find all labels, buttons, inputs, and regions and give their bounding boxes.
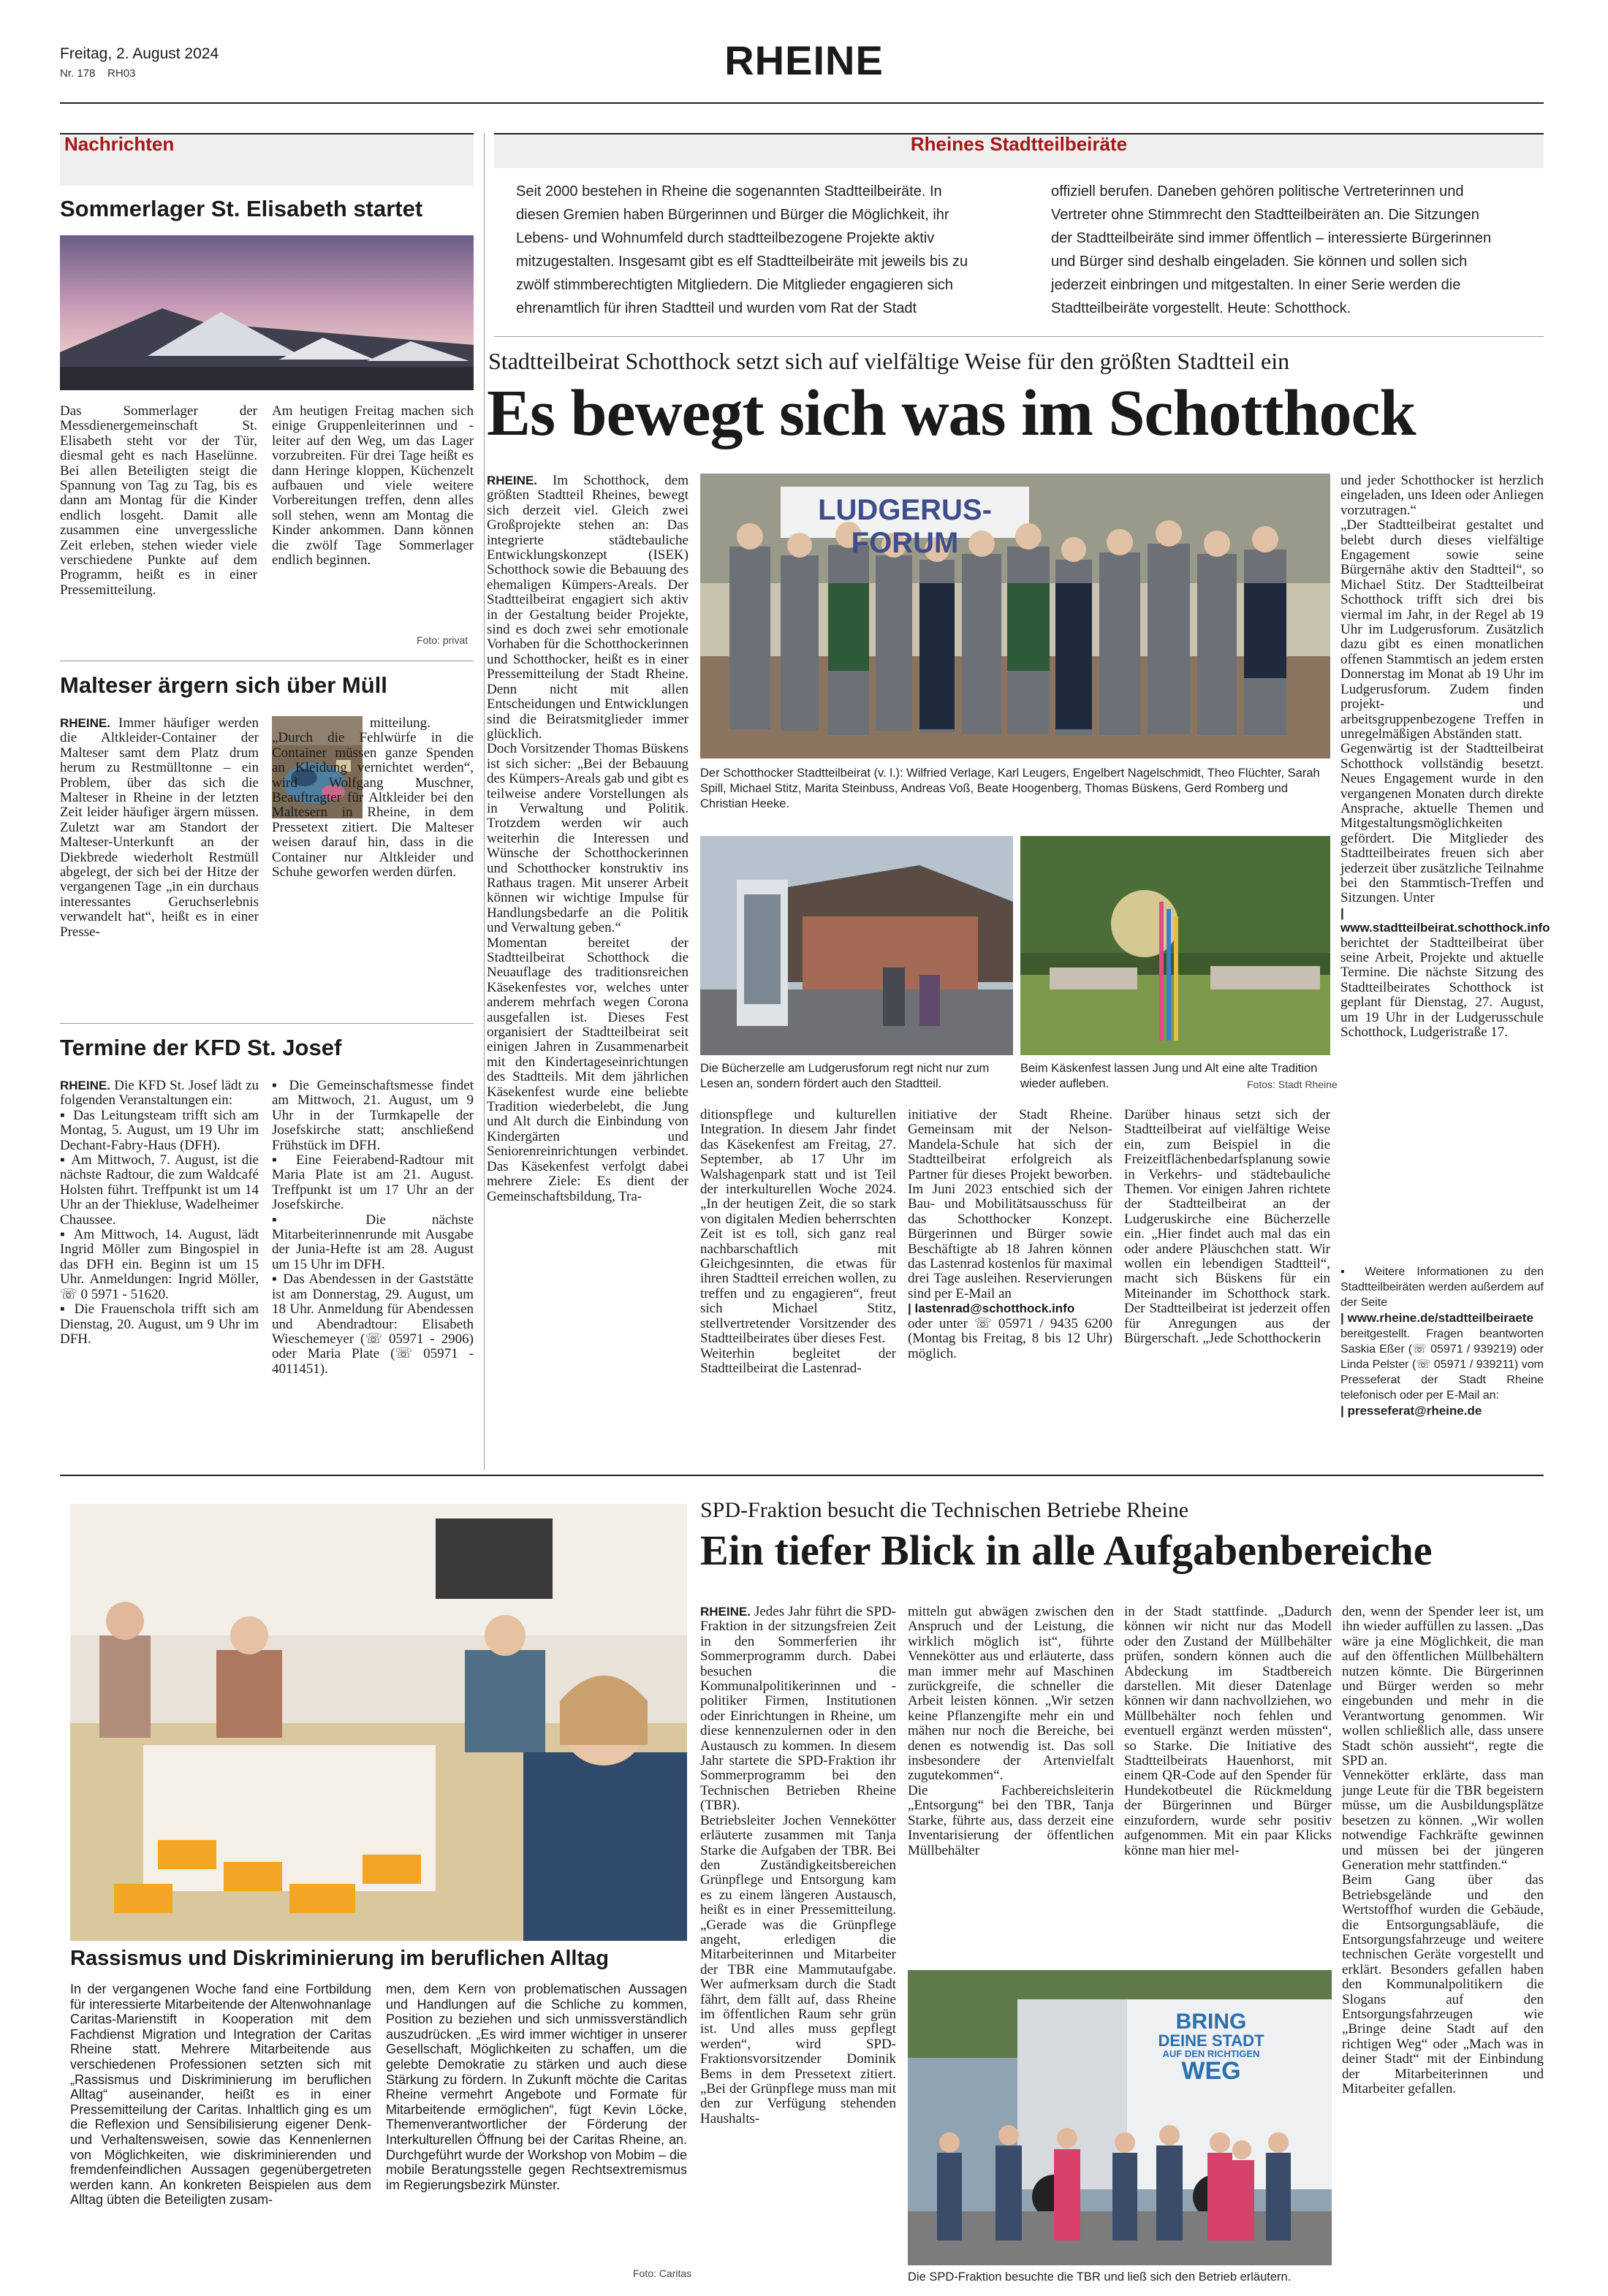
malteser-text1: Immer häufiger werden die Altkleider-Container der Malteser samt dem Platz drum herum zu Restmülltonne – ein Problem, über das sich die Malteser in Rheine in der letzten Zeit leider häufiger ärgern müssen. Zuletzt war am Standort der Malteser-Unterkunft an der Diekbrede wiederholt Restmüll abgelegt, der sich bei der Hitze der vergangenen Tage „in ein durchaus interessantes Geruchserlebnis verwandelt hat“, heißt es in einer Presse- (60, 715, 259, 940)
truck-slogan-1: BRING (1175, 2010, 1247, 2034)
sommerlager-photo (60, 235, 474, 390)
sommerlager-credit: Foto: privat (417, 634, 469, 646)
stadtteil-text5: und jeder Schotthocker ist herzlich eingeladen, uns Ideen oder Anliegen vorzutragen.“ „Der Stadtteilbeirat gestaltet und belebt durch dieses vielfältige Engagement sowie seine Bürgernähe aktiv den Stadtteil“, so Michael Stitz. Der Stadtteilbeirat Schotthock trifft sich drei bis viermal im Jahr, in der Regel ab 19 Uhr im Ludgerusforum. Zusätzlich dazu gibt es einen monatlichen offenen Stammtisch an jedem ersten Donnerstag im Monat ab 19 Uhr im Ludgerusforum. Zudem finden projekt- und arbeitsgruppenbezogene Treffen in unregelmäßigen Abständen statt. Gegenwärtig ist der Stadtteilbeirat Schotthock vollständig besetzt. Neues Engagement wurde in den vergangenen Monaten durch direkte Ansprache, aktuelle Themen und Mitgestaltungsmöglichkeiten gefördert. Die Mitglieder des Stadtteilbeirates freuen sich aber jederzeit über zusätzliche Teilnahme bei den Stammtisch-Treffen und Sitzungen. Unter (1340, 473, 1544, 906)
truck-slogan-3: AUF DEN RICHTIGEN (1162, 2048, 1260, 2059)
stadtteil-credit: Fotos: Stadt Rheine (1247, 1079, 1338, 1090)
masthead-issue: Nr. 178 RH03 (60, 67, 136, 80)
spd-col3: in der Stadt stattfinde. „Dadurch können wir nicht nur das Modell oder den Zustand der Müllbehälter prüfen, sondern können auch die Abdeckung im Stadtbereich darstellen. Mit dieser Datenlage können wir dann nachvollziehen, wo Müllbehälter noch fehlen und eventuell ergänzt werden müssten“, so Starke. Die Initiative des Stadtteilbeirats Hauenhorst, mit einem QR-Code auf den Spender für Hundekotbeutel die Rückmeldung der Bürgerinnen und Bürger einzufordern, wurde sehr positiv aufgenommen. Mit ein paar Klicks könne man hier mel- (1124, 1604, 1332, 1858)
spd-caption: Die SPD-Fraktion besuchte die TBR und ließ sich den Betrieb erläutern. (908, 2270, 1292, 2284)
rassismus-title: Rassismus und Diskriminierung im beruflichen Alltag (70, 1947, 609, 1970)
stadtteil-headline: Es bewegt sich was im Schotthock (487, 377, 1416, 449)
stadtteil-col2: ditionspflege und kulturellen Integration. In diesem Jahr findet das Käsekenfest am Freitag, 27. September, ab 17 Uhr im Walshagenpark statt und ist Teil der interkulturellen Woche 2024. „In der heutigen Zeit, die so stark von digitalen Medien beherrschten Zeit ist es toll, sich ganz real nachbarschaftlich mit Gleichgesinnten, die etwas für ihren Stadtteil erreichen wollen, zu treffen und zu engagieren“, freut sich Michael Stitz, stellvertretender Vorsitzender des Stadtteilbeirates über dieses Fest. Weiterhin begleitet der Stadtteilbeirat die Lastenrad- (700, 1107, 896, 1376)
spd-col4: den, wenn der Spender leer ist, um ihn wieder auffüllen zu lassen. „Das wäre ja eine Möglichkeit, die man auf den öffentlichen Müllbehältern nutzen könnte. Die Bürgerinnen und Bürger werden so mehr eingebunden und mehr in die Verantwortung genommen. Wir wollen schließlich alle, dass unsere Stadt schön aussieht“, regte die SPD an. Vennekötter erklärte, dass man junge Leute für die TBR begeistern müsse, um die Ausbildungsplätze besetzen zu können. „Wir wollen notwendige Fachkräfte gewinnen und müssen bei der jüngeren Generation mehr stattfinden.“ Beim Gang über das Betriebsgelände und den Wertstoffhof wurden die Gebäude, die Entsorgungsabläufe, die Entsorgungsfahrzeuge und weitere technischen Geräte vorgestellt und erklärt. Besonders gefallen haben den Kommunalpolitikern die Slogans auf den Entsorgungsfahrzeugen wie „Bringe deine Stadt auf den richtigen Weg“ oder „Mach was in deiner Stadt“ mit der Einbindung der Mitarbeiterinnen und Mitarbeiter gefallen. (1342, 1604, 1544, 2097)
malteser-title: Malteser ärgern sich über Müll (60, 672, 387, 698)
kfd-title: Termine der KFD St. Josef (60, 1035, 342, 1060)
truck-slogan-2: DEINE STADT (1158, 2031, 1264, 2050)
caption-buecherzelle: Die Bücherzelle am Ludgerusforum regt nicht nur zum Lesen an, sondern fördert auch den Stadtteil. (700, 1062, 990, 1090)
sommerlager-title: Sommerlager St. Elisabeth startet (60, 196, 423, 221)
mid-rule (60, 1475, 1544, 1476)
rassismus-col2: men, dem Kern von problematischen Aussagen und Handlungen auf die Schliche zu kommen, Position zu beziehen und sich unmissverständlich auszudrücken. „Es wird immer wichtiger in unserer Gesellschaft, Möglichkeiten zu schaffen, um die gelebte Demokratie zu stärken und auch diese Stärkung zu fördern. In Zukunft möchte die Caritas Rheine vermehrt Angebote und Formate für Mitarbeitende ermöglichen“, fügt Kevin Löcke, Themenverantwortlicher der Förderung der Interkulturellen Öffnung bei der Caritas Rheine, an. Durchgeführt wurde der Workshop von Mobim – die mobile Beratungsstelle gegen Rechtsextremismus im Regierungsbezirk Münster. (386, 1982, 687, 2192)
stadtteil-intro-left: Seit 2000 bestehen in Rheine die sogenannten Stadtteilbeiräte. In diesen Gremien haben Bürgerinnen und Bürger die Möglichkeit, ihr Lebens- und Wohnumfeld durch stadtteilbezogene Projekte aktiv mitzugestalten. Insgesamt gibt es elf Stadtteilbeiräte mit jeweils bis zu zwölf stimmberechtigten Mitgliedern. Die Mitglieder engagieren sich ehrenamtlich für ihren Stadtteil und wurden vom Rat der Stadt (516, 183, 968, 316)
kaesekenfest-photo (1020, 836, 1330, 1055)
spd-col1 (700, 1605, 896, 2126)
info-text: ▪ Weitere Informationen zu den Stadtteilbeiräten werden außerdem auf der Seite (1340, 1266, 1544, 1309)
stadtteil-info (1340, 1264, 1544, 1419)
stadtteil-rule (494, 336, 1544, 337)
sommerlager-col2: Am heutigen Freitag machen sich einige Gruppenleiterinnen und -leiter auf den Weg, um das Lager vorzubreiten. Für drei Tage heißt es dann Heringe kloppen, Küchenzelt aufbauen und viele weitere Vorbereitungen treffen, denn alles soll stehen, wenn am Montag die Kinder ankommen. Dann können die zwölf Tage Sommerlager endlich beginnen. (272, 403, 474, 569)
caption-main: Der Schotthocker Stadtteilbeirat (v. l.): Wilfried Verlage, Karl Leugers, Engelbert Nagelschmidt, Theo Flüchter, Sarah Spill, Michael Stitz, Marita Steinbuss, Andreas Voß, Beate Hoogenberg, Thomas Büskens, Gerd Romberg und Christian Heeke. (700, 767, 1320, 810)
kfd-text1: Die KFD St. Josef lädt zu folgenden Veranstaltungen ein: ▪ Das Leitungsteam trifft sich am Montag, 5. August, um 19 Uhr im Dechant-Fabry-Haus (DFH). ▪ Am Mittwoch, 7. August, ist die nächste Radtour, die zum Waldcafé Holsten führt. Treffpunkt ist um 14 Uhr an der Thiekluse, Wadelheimer Chaussee. ▪ Am Mittwoch, 14. August, lädt Ingrid Möller zum Bingospiel in das DFH ein. Beginn ist um 15 Uhr. Anmeldungen: Ingrid Möller, ☏ 0 5971 - 51620. ▪ Die Frauenschola trifft sich am Dienstag, 20. August, um 9 Uhr im DFH. (60, 1078, 259, 1347)
rassismus-credit: Foto: Caritas (633, 2268, 692, 2279)
kfd-col1 (60, 1079, 259, 1347)
malteser-col2: mitteilung. „Durch die Fehlwürfe in die Container müssen ganze Spenden an Kleidung vernichtet werden“, wird Wolfgang Muschner, Beauftragter für Altkleider bei den Maltesern in Rheine, in dem Pressetext zitiert. Die Malteser weisen darauf hin, dass in die Container nur Altkleider und Schuhe geworfen werden dürfen. (272, 715, 474, 881)
spd-headline: Ein tiefer Blick in alle Aufgabenbereiche (700, 1527, 1433, 1574)
lastenrad-email[interactable]: | lastenrad@schotthock.info (908, 1301, 1075, 1316)
malteser-col1 (60, 716, 259, 940)
stadtteil-text1: Im Schotthock, dem größten Stadtteil Rheines, bewegt sich derzeit viel. Gleich zwei Großprojekte stehen an: Das integrierte städtebauliche Entwicklungskonzept (ISEK) Schotthock sowie die Bebauung des ehemaligen Kümpers-Areals. Der Stadtteilbeirat engagiert sich aktiv in der Gestaltung beider Projekte, sind es doch zwei sehr emotionale Vorhaben für die Schotthockerinnen und Schotthocker, heißt es in einer Pressemitteilung der Stadt Rheine. Denn nicht mit allen Entscheidungen und Entwicklungen sind die Beiratsmitglieder immer glücklich. Doch Vorsitzender Thomas Büskens ist sich sicher: „Bei der Bebauung des Kümpers-Areals gab und gibt es teilweise andere Vorstellungen als in Verwaltung und Politik. Trotzdem werden wir auch weiterhin die Interessen und Wünsche der Schotthockerinnen und Schotthocker konstruktiv ins Rathaus tragen. Mit unserer Arbeit können wir wichtige Impulse für Handlungsbedarfe an die Politik und Verwaltung geben.“ Momentan bereitet der Stadtteilbeirat Schotthock die Neuauflage des traditionsreichen Käsekenfestes vor, welches unter anderem mehrfach wegen Corona ausgefallen ist. Dieses Fest organisiert der Stadtteilbeirat seit einigen Jahren in Zusammenarbeit mit den Kindertageseinrichtungen des Stadtteils. Mit dem jährlichen Käsekenfest wurde eine beliebte Tradition wiederbelebt, die Jung und Alt durch die Einbindung von Kindergärten und Seniorenreinrichtungen verbindet. Das Käsekenfest verfolgt dabei mehrere Ziele: Es dient der Gemeinschaftsbildung, Tra- (487, 473, 689, 1204)
stadtteil-section-label: Rheines Stadtteilbeiräte (910, 133, 1128, 155)
stadtteil-col1 (487, 474, 689, 1204)
nachrichten-label: Nachrichten (64, 133, 175, 155)
stadtteil-text5-tail: berichtet der Stadtteilbeirat über seine Arbeit, Projekte und aktuelle Termine. Die nächste Sitzung des Stadtteilbeirates Schotthock ist geplant für Dienstag, 27. August, um 19 Uhr in der Ludgerusschule Schotthock, Ludgeristraße 17. (1340, 935, 1544, 1041)
stadtteil-text3: initiative der Stadt Rheine. Gemeinsam mit der Nelson-Mandela-Schule hat sich der Stadtteilbeirat erfolgreich als Partner für dieses Projekt beworben. Im Juni 2023 entschied sich der Bau- und Mobilitätsausschuss für das Schotthocker Konzept. Bürgerinnen und Bürger sowie Beschäftigte ab 18 Jahren können das Lastenrad kostenlos für maximal drei Tage ausleihen. Reservierungen sind per E-Mail an (908, 1107, 1112, 1301)
section-title: RHEINE (724, 37, 884, 83)
truck-slogan (1134, 2011, 1288, 2083)
buecherzelle-photo (700, 836, 1013, 1055)
info-tail: bereitgestellt. Fragen beantworten Saskia Eßer (☏ 05971 / 939219) oder Linda Pelster (☏ 05971 / 939211) vom Presseferat der Stadt Rheine telefonisch oder per E-Mail an: (1340, 1328, 1544, 1402)
spd-kicker: SPD-Fraktion besucht die Technischen Betriebe Rheine (700, 1498, 1189, 1522)
spd-lead: RHEINE. (700, 1605, 751, 1619)
sommerlager-col1: Das Sommerlager der Messdienergemeinschaft St. Elisabeth steht vor der Tür, diesmal geht es nach Haselünne. Bei allen Beteiligten steigt die Spannung von Tag zu Tag, bis es dann am Montag für die Kinder endlich losgeht. Damit alle zusammen eine unvergessliche Zeit erleben, stehen wieder viele verschiedene Punkte auf dem Programm, heißt es in einer Pressemitteilung. (60, 403, 257, 598)
masthead-date: Freitag, 2. August 2024 (60, 45, 219, 62)
stadtteil-kicker: Stadtteilbeirat Schotthock setzt sich auf vielfältige Weise für den größten Stadtteil ein (488, 348, 1290, 374)
ludgerus-sign: LUDGERUS-FORUM (818, 494, 992, 559)
spd-text1: Jedes Jahr führt die SPD-Fraktion in der sitzungsfreien Zeit in den Sommerferien ihr Sommerprogramm durch. Dabei besuchen die Kommunalpolitikerinnen und -politiker Firmen, Institutionen oder Einrichtungen in Rheine, um diese kennenzulernen oder in den Austausch zu kommen. In diesem Jahr startete die SPD-Fraktion ihr Sommerprogramm bei den Technischen Betrieben Rheine (TBR). Betriebsleiter Jochen Vennekötter erläuterte zusammen mit Tanja Starke die Aufgaben der TBR. Bei den Zuständigkeitsbereichen Grünpflege und Entsorgung kam es zu einem längeren Austausch, heißt es in einer Pressemitteilung. „Gerade was die Grünpflege angeht, erledigen die Mitarbeiterinnen und Mitarbeiter der TBR eine Mammutaufgabe. Wer aufmerksam durch die Stadt fährt, dem fällt auf, dass Rheine im öffentlichen Raum sehr grün ist. Und alles muss gepflegt werden“, wird SPD-Fraktionsvorsitzender Dominik Bems in dem Pressetext zitiert. „Bei der Grünpflege muss man mit den zur Verfügung stehenden Haushalts- (700, 1604, 897, 2126)
stadtteilbeirat-link[interactable]: | www.stadtteilbeirat.schotthock.info (1340, 905, 1550, 935)
kfd-col2: ▪ Die Gemeinschaftsmesse findet am Mittwoch, 21. August, um 9 Uhr in der Turmkapelle der Josefskirche statt; anschließend Frühstück im DFH. ▪ Eine Feierabend-Radtour mit Maria Plate ist am 21. August. Treffpunkt ist um 17 Uhr an der Josefskirche. ▪ Die nächste Mitarbeiterinnenrunde mit Ausgabe der Junia-Hefte ist am 28. August um 15 Uhr im DFH. ▪ Das Abendessen in der Gaststätte ist am Donnerstag, 29. August, um 18 Uhr. Anmeldung für Abendessen und Abendradtour: Elisabeth Wieschemeyer (☏ 05971 - 2906) oder Maria Plate (☏ 05971 - 4011451). (272, 1078, 474, 1377)
rassismus-col1: In der vergangenen Woche fand eine Fortbildung für interessierte Mitarbeitende der Altenwohnanlage Caritas-Marienstift in Kooperation mit dem Fachdienst Migration und Integration der Caritas Rheine statt. Mehrere Mitarbeitende aus verschiedenen Professionen setzten sich mit „Rassismus und Diskriminierung im beruflichen Alltag“ auseinander, heißt es in einer Pressemitteilung der Caritas. Inhaltlich ging es um die Reflexion und Sensibilisierung eigener Denk- und Verhaltensweisen, sowie das Kennenlernen von Möglichkeiten, wie diskriminierenden und fremdenfeindlichen Aussagen gegenübergetreten werden kann. An konkreten Beispielen aus dem Alltag übten die Beteiligten zusam- (70, 1982, 371, 2208)
caritas-workshop-photo (70, 1504, 687, 1941)
kfd-lead: RHEINE. (60, 1079, 110, 1092)
stadtteil-col5 (1340, 473, 1550, 1041)
tbr-truck-photo (908, 1970, 1332, 2265)
rheine-link[interactable]: | www.rheine.de/stadtteilbeiraete (1340, 1311, 1533, 1325)
stadtteil-text3-tail: oder unter ☏ 05971 / 9435 6200 (Montag bis Freitag, 8 bis 12 Uhr) möglich. (908, 1315, 1112, 1361)
masthead-rule (60, 102, 1544, 104)
stadtteil-col4: Darüber hinaus setzt sich der Stadtteilbeirat auf vielfältige Weise ein, zum Beispiel in die Freizeitflächenbedarfsplanung sowie in Verkehrs- und städtebauliche Themen. Vor einigen Jahren richtete der Stadtteilbeirat an der Ludgeruskirche eine Bücherzelle ein. „Hier findet auch mal das ein oder andere Pläuschchen statt. Wir wollen ein lebendigen Stadtteil“, macht sich Büskens für ein Miteinander im Schotthock stark. Der Stadtteilbeirat ist jederzeit offen für Anregungen aus der Bürgerschaft. „Jede Schotthockerin (1124, 1107, 1330, 1347)
caption-kaesekenfest: Beim Käskenfest lassen Jung und Alt eine alte Tradition wieder aufleben. (1020, 1062, 1318, 1090)
stadtteil-lead: RHEINE. (487, 474, 537, 487)
malteser-lead: RHEINE. (60, 716, 110, 730)
spd-col2: mitteln gut abwägen zwischen den Anspruch und der Leistung, die wirklich möglich ist“, führte Vennekötter aus und erläuterte, dass man immer mehr auf Maschinen zurückgreife, die schneller die Arbeit leisten können. „Wir setzen keine Pflanzengifte mehr ein und mähen nur noch die Bereiche, bei denen es notwendig ist. Das soll insbesondere der Artenvielfalt zugutekommen“. Die Fachbereichsleiterin „Entsorgung“ bei den TBR, Tanja Starke, führte aus, dass derzeit eine Inventarisierung der öffentlichen Müllbehälter (908, 1604, 1114, 1858)
col-separator (484, 133, 485, 1470)
truck-slogan-4: WEG (1181, 2057, 1241, 2085)
presse-email[interactable]: | presseferat@rheine.de (1340, 1404, 1482, 1418)
ludgerus-group-photo (700, 474, 1330, 759)
divider-2 (60, 1023, 474, 1024)
stadtteil-intro-right: offiziell berufen. Daneben gehören politische Vertreterinnen und Vertreter ohne Stimmrecht den Stadtteilbeiräten an. Die Sitzungen der Stadtteilbeiräte sind immer öffentlich – interessierte Bürgerinnen und Bürger sind deshalb eingeladen. Sie können und sollen sich jederzeit einbringen und mitgestalten. In einer Serie werden die Stadtteilbeiräte vorgestellt. Heute: Schotthock. (1051, 183, 1492, 316)
stadtteil-col3 (908, 1108, 1112, 1361)
